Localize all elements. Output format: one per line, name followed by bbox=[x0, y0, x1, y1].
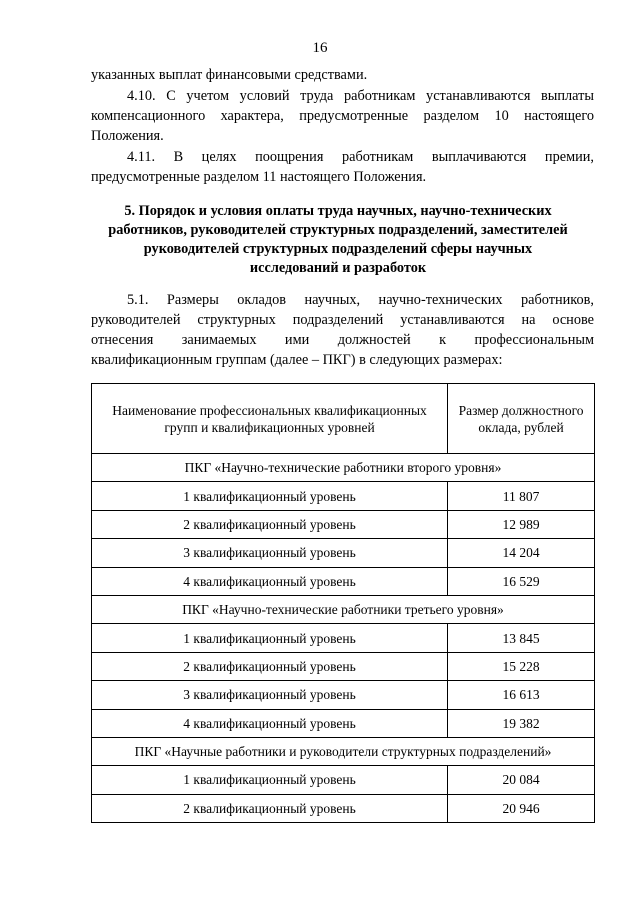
paragraph-5-1-line-4: квалификационным группам (далее – ПКГ) в следующих размерах: bbox=[91, 352, 503, 368]
salary-cell: 14 204 bbox=[448, 539, 595, 567]
salary-cell: 11 807 bbox=[448, 482, 595, 510]
paragraph-4-10-line-2: компенсационного характера, предусмотренные разделом 10 настоящего bbox=[91, 108, 594, 124]
paragraph-4-10-line-1: 4.10. С учетом условий труда работникам устанавливаются выплаты bbox=[127, 88, 594, 104]
salary-cell: 12 989 bbox=[448, 510, 595, 538]
level-cell: 3 квалификационный уровень bbox=[92, 539, 448, 567]
paragraph-4-10-line-3: Положения. bbox=[91, 128, 164, 144]
group-row bbox=[92, 595, 595, 623]
salary-cell: 16 529 bbox=[448, 567, 595, 595]
level-cell: 4 квалификационный уровень bbox=[92, 709, 448, 737]
paragraph-5-1-line-2: руководителей структурных подразделений устанавливаются на основе bbox=[91, 312, 594, 328]
paragraph-continuation: указанных выплат финансовыми средствами. bbox=[91, 67, 368, 83]
salary-cell: 16 613 bbox=[448, 681, 595, 709]
level-cell: 2 квалификационный уровень bbox=[92, 794, 448, 822]
group-title: ПКГ «Научно-технические работники третьего уровня» bbox=[92, 595, 595, 623]
table-row bbox=[92, 794, 595, 822]
paragraph-4-11-line-1: 4.11. В целях поощрения работникам выплачиваются премии, bbox=[127, 149, 594, 165]
table-row bbox=[92, 567, 595, 595]
salary-cell: 20 946 bbox=[448, 794, 595, 822]
level-cell: 1 квалификационный уровень bbox=[92, 482, 448, 510]
group-title: ПКГ «Научные работники и руководители структурных подразделений» bbox=[92, 737, 595, 765]
header-salary: Размер должностного оклада, рублей bbox=[448, 384, 595, 454]
table-row bbox=[92, 652, 595, 680]
table-row bbox=[92, 510, 595, 538]
section-heading-line-3: руководителей структурных подразделений сферы научных bbox=[143, 241, 533, 257]
level-cell: 2 квалификационный уровень bbox=[92, 652, 448, 680]
salary-cell: 19 382 bbox=[448, 709, 595, 737]
group-title: ПКГ «Научно-технические работники второго уровня» bbox=[92, 454, 595, 482]
table-row bbox=[92, 482, 595, 510]
section-heading-line-1: 5. Порядок и условия оплаты труда научных, научно-технических bbox=[124, 203, 552, 219]
table-header-row bbox=[92, 384, 595, 454]
paragraph-5-1-line-1: 5.1. Размеры окладов научных, научно-технических работников, bbox=[127, 292, 594, 308]
section-heading-line-2: работников, руководителей структурных подразделений, заместителей bbox=[108, 222, 568, 238]
table-row bbox=[92, 681, 595, 709]
salary-cell: 15 228 bbox=[448, 652, 595, 680]
page-number: 16 bbox=[312, 40, 328, 56]
table-row bbox=[92, 539, 595, 567]
header-qualification-groups: Наименование профессиональных квалификационных групп и квалификационных уровней bbox=[92, 384, 448, 454]
level-cell: 3 квалификационный уровень bbox=[92, 681, 448, 709]
group-row bbox=[92, 737, 595, 765]
level-cell: 2 квалификационный уровень bbox=[92, 510, 448, 538]
table-row bbox=[92, 766, 595, 794]
table-row bbox=[92, 709, 595, 737]
salary-cell: 13 845 bbox=[448, 624, 595, 652]
level-cell: 4 квалификационный уровень bbox=[92, 567, 448, 595]
paragraph-5-1-line-3: отнесения занимаемых ими должностей к профессиональным bbox=[91, 332, 594, 348]
paragraph-4-11-line-2: предусмотренные разделом 11 настоящего Положения. bbox=[91, 169, 427, 185]
level-cell: 1 квалификационный уровень bbox=[92, 766, 448, 794]
section-heading-line-4: исследований и разработок bbox=[249, 260, 427, 276]
table-row bbox=[92, 624, 595, 652]
group-row bbox=[92, 454, 595, 482]
level-cell: 1 квалификационный уровень bbox=[92, 624, 448, 652]
salary-cell: 20 084 bbox=[448, 766, 595, 794]
salary-table bbox=[91, 383, 595, 823]
